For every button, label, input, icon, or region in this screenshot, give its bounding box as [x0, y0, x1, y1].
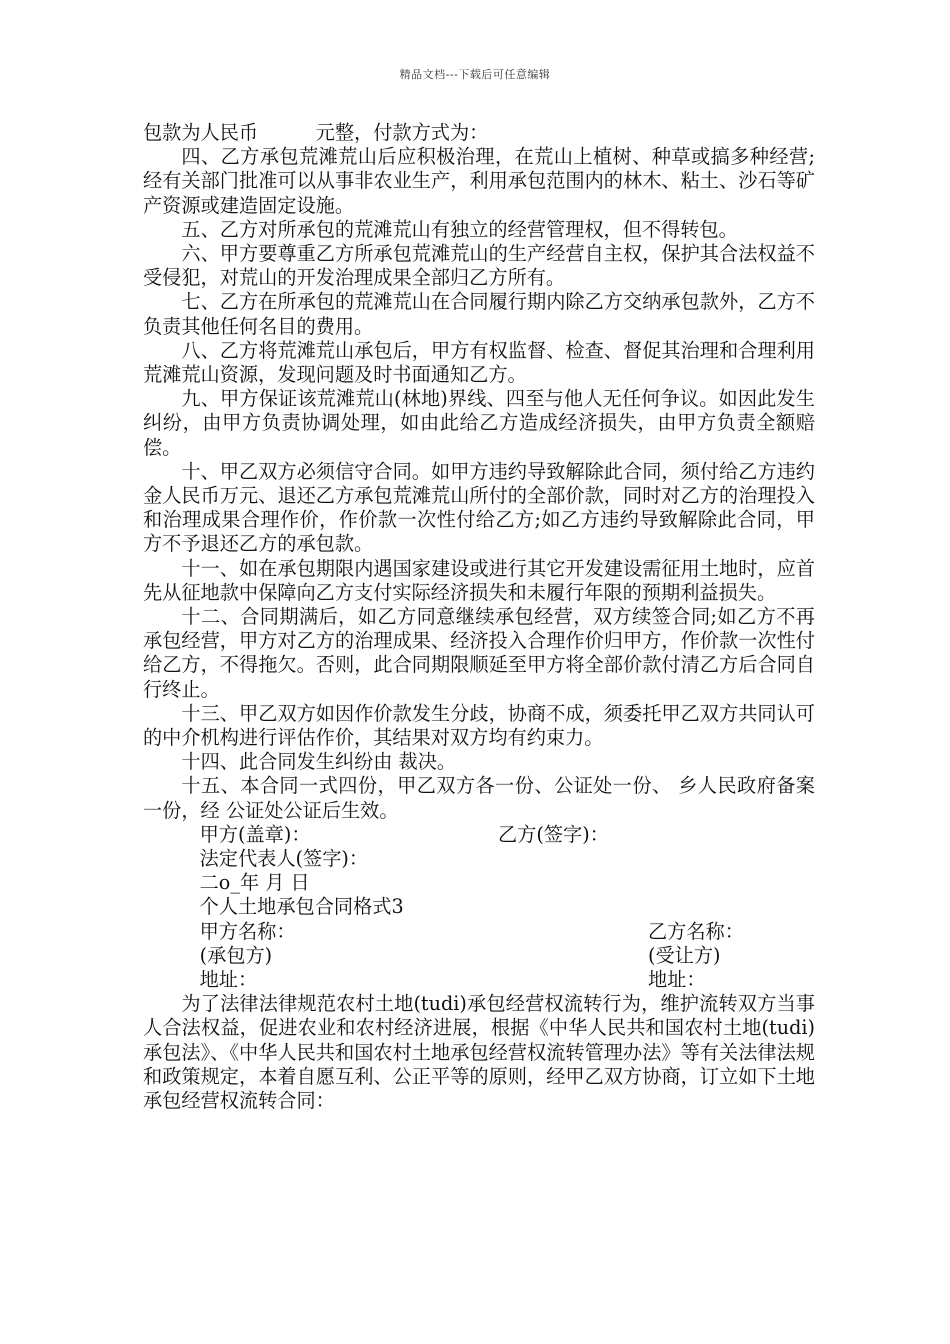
party-a-name-label: 甲方名称： — [199, 919, 296, 943]
clause-4: 四、乙方承包荒滩荒山后应积极治理，在荒山上植树、种草或搞多种经营;经有关部门批准可以从事非农业生产，利用承包范围内的林木、粘土、沙石等矿产资源或建造固定设施。 — [143, 145, 815, 217]
intro-paragraph: 为了法律法律规范农村土地(tudi)承包经营权流转行为，维护流转双方当事人合法权益，促进农业和农村经济进展，根据《中华人民共和国农村土地(tudi)承包法》、《中华人民共和国农村土地承包经营权流转管理办法》等有关法律法规和政策规定，本着自愿互利、公正平等的原则，经甲乙双方协商，订立如下土地承包经营权流转合同： — [143, 992, 815, 1113]
clause-7: 七、乙方在所承包的荒滩荒山在合同履行期内除乙方交纳承包款外，乙方不负责其他任何名目的费用。 — [143, 290, 815, 338]
party-address-row — [143, 968, 815, 992]
document-body — [143, 121, 815, 1113]
date-line: 二o_年 月 日 — [199, 871, 310, 895]
legal-representative-label: 法定代表人(签字)： — [199, 847, 369, 871]
clause-12: 十二、合同期满后，如乙方同意继续承包经营，双方续签合同;如乙方不再承包经营，甲方对乙方的治理成果、经济投入合理作价归甲方，作价款一次性付给乙方，不得拖欠。否则，此合同期限顺延至甲方将全部价款付清乙方后合同自行终止。 — [143, 605, 815, 701]
clause-5: 五、乙方对所承包的荒滩荒山有独立的经营管理权，但不得转包。 — [181, 217, 738, 241]
clause-13: 十三、甲乙双方如因作价款发生分歧，协商不成，须委托甲乙双方共同认可的中介机构进行评估作价，其结果对双方均有约束力。 — [143, 701, 815, 750]
party-role-row — [143, 944, 815, 968]
party-name-row — [143, 920, 815, 944]
party-b-sign-label: 乙方(签字)： — [498, 822, 609, 846]
clause-10: 十、甲乙双方必须信守合同。如甲方违约导致解除此合同，须付给乙方违约金人民币万元、退还乙方承包荒滩荒山所付的全部价款，同时对乙方的治理投入和治理成果合理作价，作价款一次性付给乙方;如乙方违约导致解除此合同，甲方不予退还乙方的承包款。 — [143, 459, 815, 556]
party-a-address-label: 地址： — [199, 968, 258, 992]
clause-6: 六、甲方要尊重乙方所承包荒滩荒山的生产经营自主权，保护其合法权益不受侵犯，对荒山的开发治理成果全部归乙方所有。 — [143, 242, 815, 290]
party-b-role: (受让方) — [648, 943, 721, 967]
signature-row — [143, 823, 815, 847]
party-a-seal-label: 甲方(盖章)： — [199, 822, 311, 846]
party-b-name-label: 乙方名称： — [648, 919, 744, 943]
clause-11: 十一、如在承包期限内遇国家建设或进行其它开发建设需征用土地时，应首先从征地款中保障向乙方支付实际经济损失和未履行年限的预期利益损失。 — [143, 556, 815, 604]
paragraph-payment: 包款为人民币 元整，付款方式为： — [143, 121, 489, 144]
clause-8: 八、乙方将荒滩荒山承包后，甲方有权监督、检查、督促其治理和合理利用荒滩荒山资源，发现问题及时书面通知乙方。 — [143, 338, 815, 387]
clause-15: 十五、本合同一式四份，甲乙双方各一份、公证处一份、 乡人民政府备案一份，经 公证处公证后生效。 — [143, 774, 815, 822]
clause-9: 九、甲方保证该荒滩荒山(林地)界线、四至与他人无任何争议。如因此发生纠纷，由甲方负责协调处理，如由此给乙方造成经济损失，由甲方负责全额赔偿。 — [143, 387, 815, 459]
clause-14: 十四、此合同发生纠纷由 裁决。 — [181, 750, 457, 774]
party-b-address-label: 地址： — [648, 968, 706, 992]
section-title: 个人土地承包合同格式3 — [199, 895, 404, 919]
party-a-role: (承包方) — [199, 943, 273, 967]
page-header: 精品文档---下载后可任意编辑 — [399, 68, 551, 81]
